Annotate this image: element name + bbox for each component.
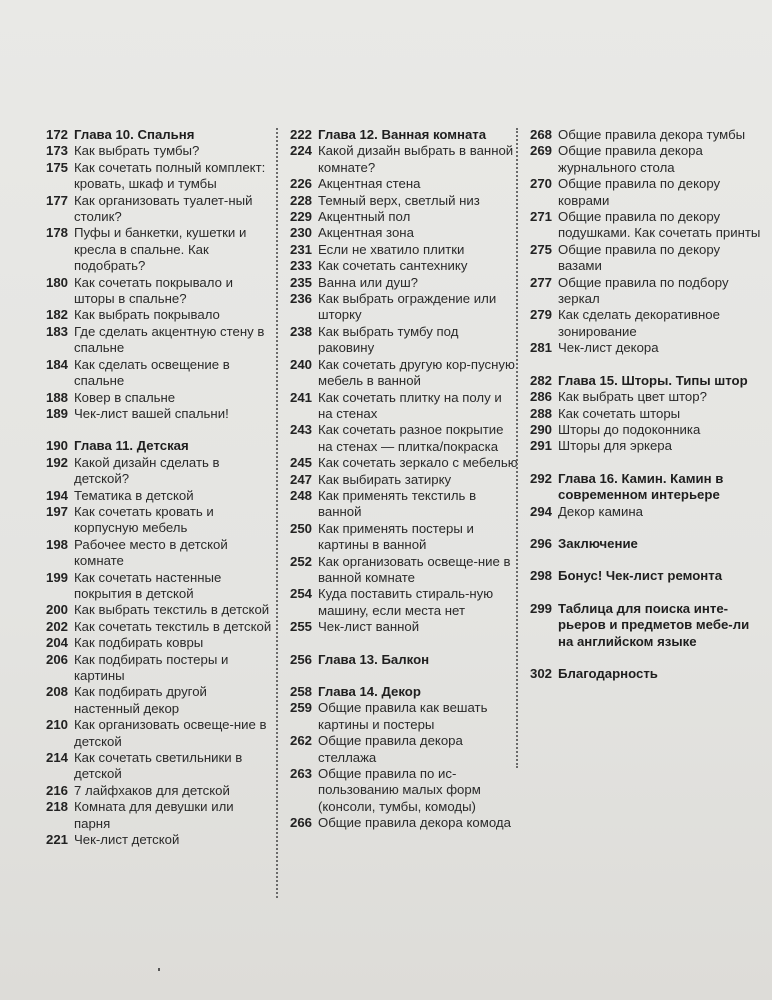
toc-entry	[282, 455, 518, 471]
page-number: 275	[529, 241, 552, 257]
section-title: Чек-лист детской	[74, 832, 180, 848]
chapter-title: Глава 11. Детская	[74, 438, 189, 454]
page-number: 240	[289, 356, 312, 372]
page-number: 221	[45, 832, 68, 848]
section-title: Как сочетать другую кор-пусную мебель в ванной	[318, 356, 515, 389]
toc-entry	[282, 521, 518, 554]
page-number: 259	[289, 700, 312, 716]
section-title: Общие правила по декору подушками. Как сочетать принты	[558, 209, 761, 241]
page-number: 202	[45, 618, 68, 634]
toc-entry	[282, 225, 518, 241]
toc-chapter-entry	[522, 471, 762, 504]
page-number: 252	[289, 553, 312, 569]
group-gap	[522, 520, 762, 536]
toc-entry	[282, 488, 518, 521]
chapter-title: Глава 14. Декор	[318, 684, 421, 699]
section-title: Темный верх, светлый низ	[318, 192, 480, 208]
section-title: Как сочетать сантехнику	[318, 258, 468, 274]
toc-entry	[522, 209, 762, 242]
section-title: Как организовать освеще-ние в детской	[74, 717, 267, 749]
section-title: Какой дизайн выбрать в ванной комнате?	[318, 143, 514, 175]
page-number: 210	[45, 717, 68, 733]
page-number: 286	[529, 389, 552, 405]
toc-entry	[282, 275, 518, 291]
toc-entry	[40, 406, 272, 422]
toc-entry	[282, 472, 518, 488]
group-gap	[522, 455, 762, 471]
toc-entry	[282, 586, 518, 619]
toc-column-1	[40, 127, 272, 848]
paper-speck	[158, 968, 160, 971]
toc-entry	[40, 324, 272, 357]
chapter-title: Глава 16. Камин. Камин в современном интерьере	[558, 470, 724, 503]
page-number: 188	[45, 389, 68, 405]
section-title: Декор камина	[558, 503, 643, 519]
group-gap	[522, 585, 762, 601]
page-number: 292	[529, 470, 552, 486]
page-number: 235	[289, 274, 312, 290]
section-title: Как выбрать текстиль в детской	[74, 602, 270, 618]
toc-chapter-entry	[522, 373, 762, 389]
page-number: 248	[289, 487, 312, 503]
toc-entry	[40, 652, 272, 685]
chapter-title: Глава 15. Шторы. Типы штор	[558, 372, 748, 388]
page-number: 208	[45, 684, 68, 700]
chapter-title: Заключение	[558, 535, 638, 551]
page-number: 241	[289, 389, 312, 405]
page-number: 288	[529, 405, 552, 421]
page-number: 229	[289, 209, 312, 225]
toc-entry	[40, 717, 272, 750]
section-title: Ванна или душ?	[318, 274, 418, 290]
toc-chapter-entry	[282, 127, 518, 143]
page-number: 290	[529, 421, 552, 437]
section-title: Как сочетать полный комплект: кровать, шкаф и тумбы	[74, 159, 266, 192]
toc-entry	[282, 143, 518, 176]
toc-chapter-entry	[522, 536, 762, 552]
page-number: 226	[289, 176, 312, 192]
page-number: 200	[45, 602, 68, 618]
section-title: Как выбрать тумбы?	[74, 143, 200, 159]
section-title: Как сочетать светильники в детской	[74, 750, 243, 782]
toc-entry	[282, 554, 518, 587]
page-number: 182	[45, 307, 68, 323]
page-number: 173	[45, 143, 68, 159]
page-number: 271	[529, 209, 552, 225]
toc-entry	[522, 176, 762, 209]
page-number: 231	[289, 241, 312, 257]
chapter-title: Бонус! Чек-лист ремонта	[558, 568, 723, 584]
toc-entry	[282, 766, 518, 815]
group-gap	[40, 422, 272, 438]
section-title: Акцентный пол	[318, 209, 411, 225]
page-number: 218	[45, 799, 68, 815]
section-title: Шторы для эркера	[558, 438, 672, 454]
page-number: 178	[45, 225, 68, 241]
section-title: Как выбрать ограждение или шторку	[318, 291, 497, 323]
chapter-title: Глава 12. Ванная комната	[318, 127, 487, 142]
toc-entry	[40, 143, 272, 159]
page-number: 175	[45, 159, 68, 175]
toc-chapter-entry	[40, 438, 272, 454]
section-title: Акцентная зона	[318, 225, 414, 241]
section-title: Как применять текстиль в ванной	[318, 487, 477, 520]
toc-chapter-entry	[522, 601, 762, 650]
toc-entry	[522, 504, 762, 520]
toc-entry	[40, 570, 272, 603]
group-gap	[282, 668, 518, 684]
toc-entry	[522, 389, 762, 405]
page-number: 238	[289, 323, 312, 339]
section-title: Тематика в детской	[74, 487, 194, 503]
section-title: Если не хватило плитки	[318, 241, 465, 257]
toc-entry	[282, 193, 518, 209]
section-title: Общие правила как вешать картины и постеры	[318, 700, 488, 732]
toc-entry	[282, 209, 518, 225]
section-title: Общие правила декора стеллажа	[318, 733, 463, 765]
section-title: Общие правила декора комода	[318, 815, 511, 831]
section-title: Общие правила декора тумбы	[558, 127, 746, 142]
toc-entry	[40, 635, 272, 651]
toc-chapter-entry	[282, 684, 518, 700]
section-title: Где сделать акцентную стену в спальне	[74, 323, 265, 356]
section-title: Как выбрать покрывало	[74, 307, 220, 323]
section-title: Как организовать туалет-ный столик?	[74, 192, 253, 225]
page-number: 296	[529, 535, 552, 551]
section-title: Как сочетать разное покрытие на стенах — плитка/покраска	[318, 422, 504, 454]
page-number: 198	[45, 536, 68, 552]
section-title: Как подбирать постеры и картины	[74, 651, 229, 683]
toc-entry	[40, 455, 272, 488]
section-title: Как применять постеры и картины в ванной	[318, 520, 474, 553]
page-number: 282	[529, 372, 552, 388]
page-number: 294	[529, 503, 552, 519]
chapter-title: Глава 13. Балкон	[318, 651, 430, 667]
page-number: 263	[289, 766, 312, 782]
group-gap	[522, 357, 762, 373]
group-gap	[522, 650, 762, 666]
section-title: Шторы до подоконника	[558, 421, 701, 437]
toc-entry	[282, 733, 518, 766]
toc-entry	[40, 357, 272, 390]
page-number: 183	[45, 323, 68, 339]
page-number: 189	[45, 405, 68, 421]
toc-entry	[40, 193, 272, 226]
page-number: 291	[529, 438, 552, 454]
toc-column-3	[522, 127, 762, 682]
section-title: Как сочетать покрывало и шторы в спальне?	[74, 274, 233, 307]
toc-entry	[282, 324, 518, 357]
section-title: Рабочее место в детской комнате	[74, 536, 228, 569]
toc-entry	[40, 783, 272, 799]
section-title: Как выбрать тумбу под раковину	[318, 323, 459, 356]
chapter-title: Благодарность	[558, 665, 658, 681]
toc-entry	[282, 176, 518, 192]
toc-entry	[282, 815, 518, 831]
page-number: 269	[529, 143, 552, 159]
page-number: 224	[289, 143, 312, 159]
toc-column-2	[282, 127, 518, 832]
toc-entry	[522, 127, 762, 143]
page-number: 255	[289, 619, 312, 635]
page-number: 177	[45, 192, 68, 208]
page-number: 194	[45, 487, 68, 503]
column-divider	[276, 128, 278, 898]
section-title: Ковер в спальне	[74, 389, 176, 405]
toc-entry	[40, 537, 272, 570]
page-number: 243	[289, 422, 312, 438]
toc-entry	[522, 275, 762, 308]
toc-entry	[40, 684, 272, 717]
page-number: 172	[45, 127, 68, 142]
section-title: Как подбирать ковры	[74, 635, 204, 651]
toc-entry	[40, 602, 272, 618]
section-title: Комната для девушки или парня	[74, 799, 234, 831]
toc-entry	[282, 390, 518, 423]
section-title: Общие правила по декору коврами	[558, 176, 721, 208]
toc-entry	[40, 275, 272, 308]
toc-entry	[40, 160, 272, 193]
section-title: Как сочетать шторы	[558, 405, 681, 421]
page-number: 180	[45, 274, 68, 290]
section-title: Общие правила декора журнального стола	[558, 143, 703, 175]
section-title: Как подбирать другой настенный декор	[74, 684, 207, 716]
toc-entry	[282, 700, 518, 733]
section-title: Какой дизайн сделать в детской?	[74, 454, 220, 487]
page-number: 199	[45, 569, 68, 585]
page-number: 268	[529, 127, 552, 142]
toc-entry	[522, 242, 762, 275]
page-number: 245	[289, 455, 312, 471]
page-number: 216	[45, 782, 68, 798]
page-number: 270	[529, 176, 552, 192]
page-number: 206	[45, 651, 68, 667]
page-number: 192	[45, 454, 68, 470]
section-title: Как сочетать текстиль в детской	[74, 618, 272, 634]
toc-entry	[40, 307, 272, 323]
toc-entry	[522, 143, 762, 176]
page-number: 277	[529, 274, 552, 290]
section-title: 7 лайфхаков для детской	[74, 782, 230, 798]
section-title: Как сделать освещение в спальне	[74, 356, 230, 389]
page-number: 197	[45, 503, 68, 519]
page-number: 222	[289, 127, 312, 142]
toc-entry	[40, 619, 272, 635]
section-title: Как сочетать кровать и корпусную мебель	[74, 503, 214, 536]
section-title: Чек-лист декора	[558, 340, 659, 356]
toc-chapter-entry	[282, 652, 518, 668]
page-number: 230	[289, 225, 312, 241]
section-title: Общие правила по ис-пользованию малых форм (консоли, тумбы, комоды)	[318, 766, 481, 814]
section-title: Как сочетать настенные покрытия в детской	[74, 569, 222, 601]
toc-entry	[282, 422, 518, 455]
page-number: 247	[289, 471, 312, 487]
section-title: Как организовать освеще-ние в ванной комнате	[318, 553, 511, 585]
page-number: 228	[289, 192, 312, 208]
page-number: 214	[45, 750, 68, 766]
section-title: Куда поставить стираль-ную машину, если места нет	[318, 586, 494, 618]
page-number: 258	[289, 684, 312, 699]
toc-entry	[40, 750, 272, 783]
toc-entry	[522, 307, 762, 340]
column-divider	[516, 128, 518, 768]
page-number: 281	[529, 340, 552, 356]
page-number: 204	[45, 635, 68, 651]
toc-chapter-entry	[522, 568, 762, 584]
page-number: 302	[529, 665, 552, 681]
section-title: Как выбрать цвет штор?	[558, 389, 707, 405]
section-title: Пуфы и банкетки, кушетки и кресла в спальне. Как подобрать?	[74, 225, 247, 274]
page-number: 266	[289, 815, 312, 831]
section-title: Акцентная стена	[318, 176, 421, 192]
toc-entry	[282, 242, 518, 258]
toc-entry	[282, 619, 518, 635]
section-title: Как сделать декоративное зонирование	[558, 307, 720, 339]
section-title: Как выбирать затирку	[318, 471, 452, 487]
chapter-title: Глава 10. Спальня	[74, 127, 195, 142]
toc-entry	[522, 422, 762, 438]
section-title: Чек-лист вашей спальни!	[74, 405, 229, 421]
toc-entry	[522, 340, 762, 356]
toc-entry	[40, 799, 272, 832]
toc-entry	[40, 390, 272, 406]
section-title: Общие правила по подбору зеркал	[558, 274, 729, 307]
page-number: 254	[289, 586, 312, 602]
section-title: Чек-лист ванной	[318, 619, 420, 635]
group-gap	[522, 552, 762, 568]
toc-entry	[282, 258, 518, 274]
toc-chapter-entry	[40, 127, 272, 143]
toc-chapter-entry	[522, 666, 762, 682]
group-gap	[282, 636, 518, 652]
section-title: Общие правила по декору вазами	[558, 241, 721, 274]
page-number: 190	[45, 438, 68, 454]
toc-entry	[522, 406, 762, 422]
toc-entry	[40, 225, 272, 274]
page-number: 279	[529, 307, 552, 323]
page-number: 298	[529, 568, 552, 584]
toc-entry	[40, 504, 272, 537]
toc-entry	[40, 488, 272, 504]
page-number: 184	[45, 356, 68, 372]
toc-entry	[522, 438, 762, 454]
section-title: Как сочетать зеркало с мебелью	[318, 455, 518, 471]
page-number: 233	[289, 258, 312, 274]
chapter-title: Таблица для поиска инте-рьеров и предметов мебе-ли на английском языке	[558, 600, 750, 649]
page-number: 299	[529, 600, 552, 616]
page-number: 236	[289, 291, 312, 307]
section-title: Как сочетать плитку на полу и на стенах	[318, 389, 502, 421]
page-number: 262	[289, 733, 312, 749]
toc-entry	[282, 357, 518, 390]
toc-entry	[40, 832, 272, 848]
page-number: 250	[289, 520, 312, 536]
page-number: 256	[289, 651, 312, 667]
toc-entry	[282, 291, 518, 324]
